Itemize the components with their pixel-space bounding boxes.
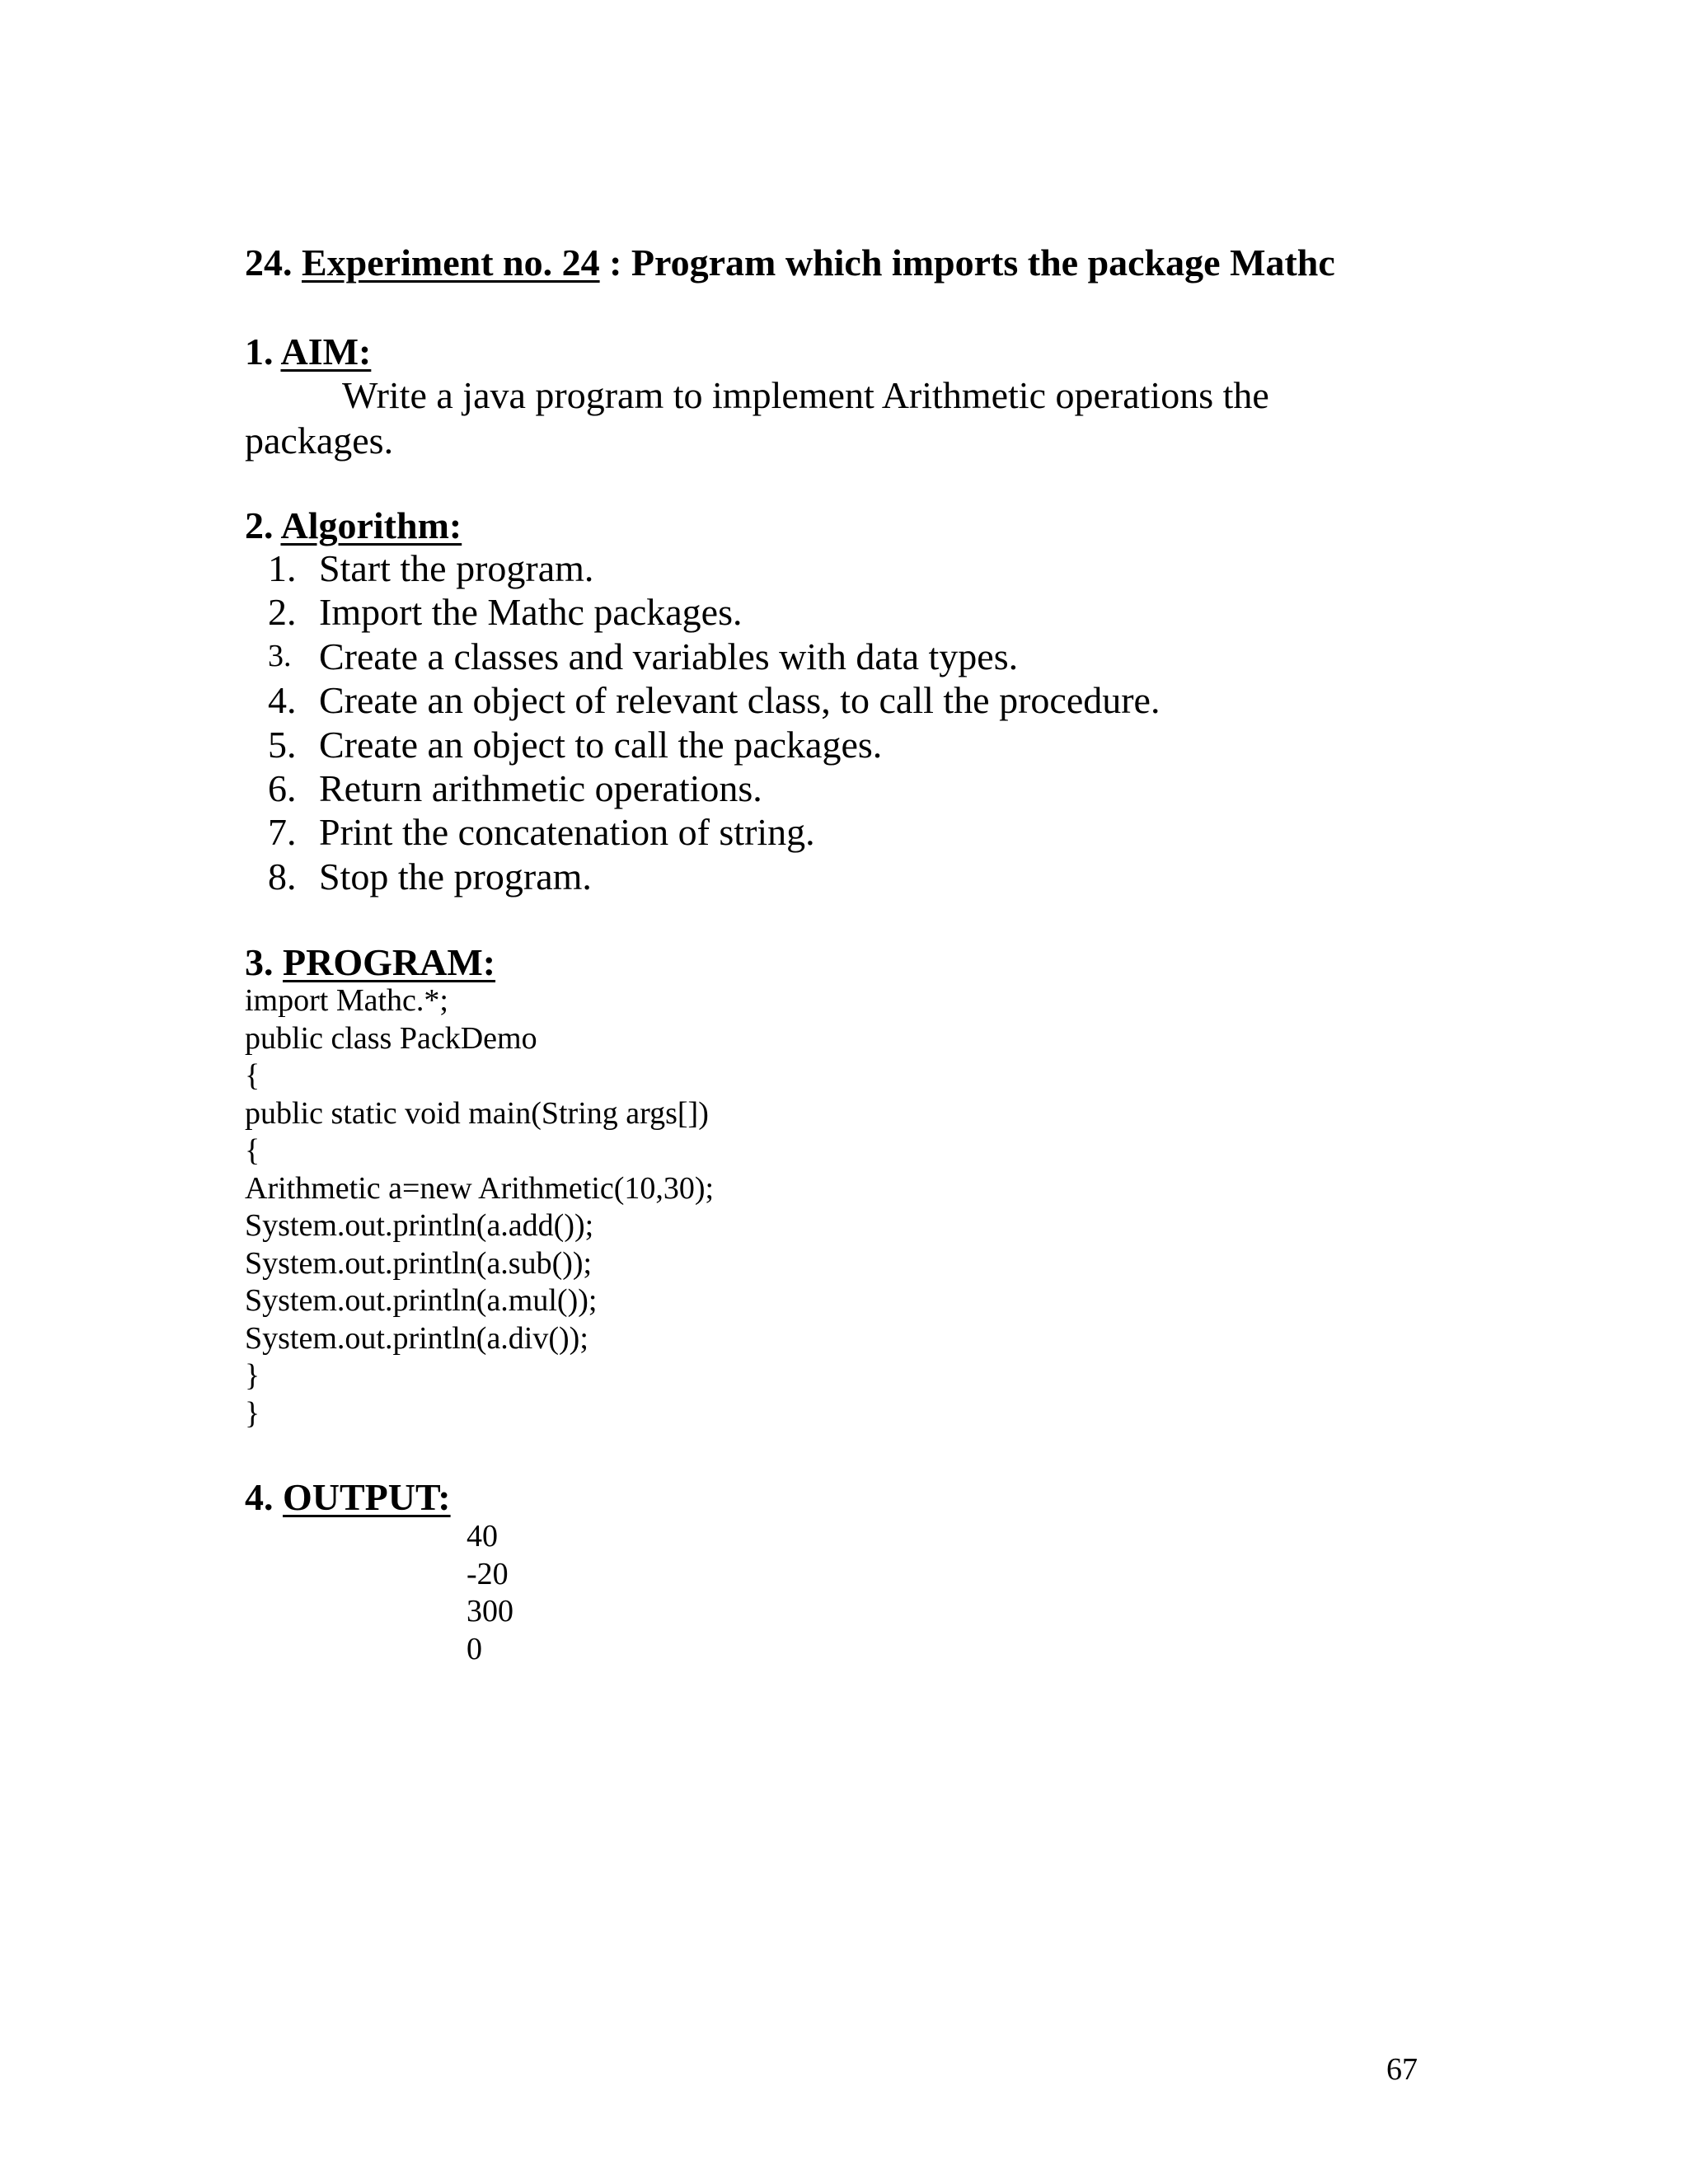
- title-number: 24.: [245, 241, 293, 284]
- document-page: 24. Experiment no. 24 : Program which imports the package Mathc 1. AIM: Write a java program to implement Arithmetic operations the packages. 2. Algorithm: 1. Start the program. 2. Import the Mathc packages. 3. Create a classes and variables with data types. 4. Create an object of relevant class, to call the procedure. 5. Create an object to call the packages. 6. Return arithmetic operations. 7. Print the concatenation of string. 8. Stop the program. 3. PROGRAM: import Mathc.*; public class PackDemo { public static void main(String args[]) { Arithmetic a=new Arithmetic(10,30); System.out.println(a.add()); System.out.println(a.sub()); System.out.println(a.mul()); System.out.println(a.div()); } } 4. OUTPUT: 40 -20 300 0 67: [0, 0, 1688, 2184]
- output-values: [467, 1518, 513, 1668]
- page-title: [245, 238, 1335, 288]
- aim-number: 1.: [245, 330, 274, 373]
- page-number: 67: [1386, 2052, 1418, 2087]
- code-line: {: [245, 1133, 260, 1168]
- code-line: }: [245, 1395, 260, 1431]
- output-heading: [245, 1474, 451, 1521]
- algorithm-label: Algorithm:: [280, 504, 462, 546]
- algorithm-heading: [245, 502, 462, 550]
- code-line: public class PackDemo: [245, 1020, 537, 1056]
- aim-text: [245, 373, 1415, 463]
- output-line: 0: [467, 1631, 482, 1666]
- output-number: 4.: [245, 1476, 274, 1518]
- aim-heading: [245, 328, 371, 376]
- output-line: -20: [467, 1556, 509, 1591]
- program-number: 3.: [245, 941, 274, 983]
- title-experiment: Experiment no. 24: [302, 241, 600, 284]
- code-line: System.out.println(a.add());: [245, 1208, 594, 1243]
- code-line: import Mathc.*;: [245, 983, 448, 1018]
- algorithm-number: 2.: [245, 504, 274, 546]
- code-line: public static void main(String args[]): [245, 1095, 709, 1131]
- code-line: {: [245, 1058, 260, 1093]
- program-label: PROGRAM:: [283, 941, 496, 983]
- code-line: }: [245, 1358, 260, 1393]
- code-line: Arithmetic a=new Arithmetic(10,30);: [245, 1170, 715, 1206]
- title-rest: : Program which imports the package Mathc: [599, 241, 1335, 284]
- program-code: [245, 982, 714, 1432]
- aim-label: AIM:: [280, 330, 372, 373]
- output-label: OUTPUT:: [283, 1476, 451, 1518]
- output-line: 300: [467, 1594, 513, 1629]
- program-heading: [245, 939, 495, 987]
- code-line: System.out.println(a.div());: [245, 1320, 588, 1356]
- aim-line: packages.: [245, 419, 394, 462]
- code-line: System.out.println(a.sub());: [245, 1245, 593, 1281]
- code-line: System.out.println(a.mul());: [245, 1283, 598, 1318]
- output-line: 40: [467, 1519, 498, 1554]
- aim-line: Write a java program to implement Arithmetic operations the: [342, 374, 1269, 416]
